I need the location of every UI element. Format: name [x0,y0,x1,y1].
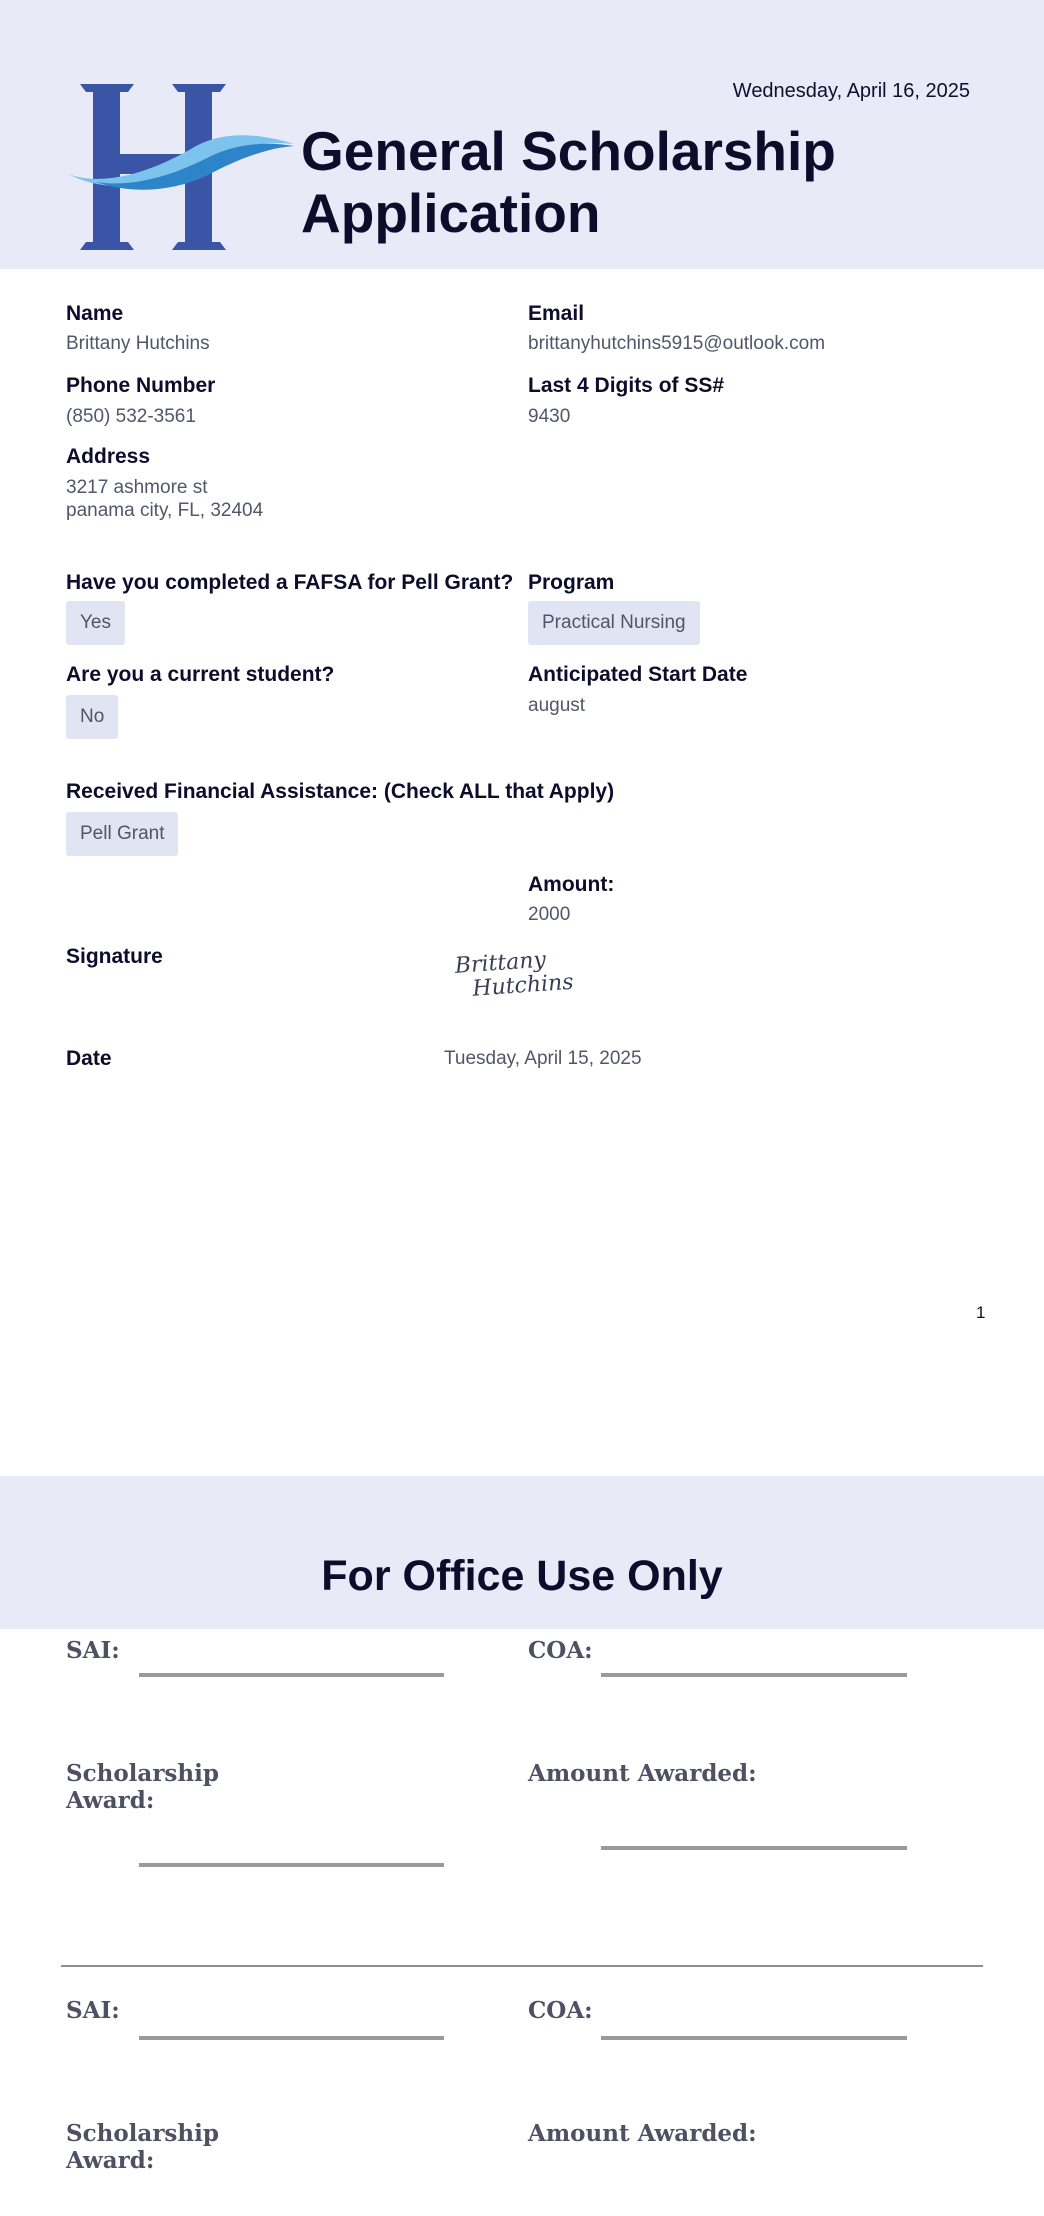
start-date-label: Anticipated Start Date [528,663,748,686]
fafsa-answer-chip: Yes [66,601,125,645]
financial-assistance-chip: Pell Grant [66,812,178,856]
name-label: Name [66,302,124,325]
scholarship-award-line2: Award: [66,2147,155,2174]
coa-label: COA: [528,1637,593,1664]
email-label: Email [528,302,585,325]
scholarship-award-line2: Award: [66,1787,155,1814]
phone-label: Phone Number [66,374,216,397]
address-line1: 3217 ashmore st [66,477,208,498]
scholarship-award-line [139,1863,444,1867]
scholarship-award-label [66,2120,219,2174]
page-title-line1: General Scholarship [301,120,836,182]
sai-label: SAI: [66,1997,120,2024]
scholarship-award-line1: Scholarship [66,2120,219,2147]
coa-line [601,1673,907,1677]
program-label: Program [528,571,615,594]
coa-label: COA: [528,1997,593,2024]
divider [61,1965,983,1967]
signature-label: Signature [66,945,163,968]
sai-line [139,1673,444,1677]
amount-value: 2000 [528,904,571,925]
financial-assistance-label: Received Financial Assistance: (Check ALL that Apply) [66,780,615,803]
amount-label: Amount: [528,873,615,896]
sai-line [139,2036,444,2040]
email-value: brittanyhutchins5915@outlook.com [528,333,826,354]
current-student-label: Are you a current student? [66,663,335,686]
signature-line1: Brittany [454,947,547,979]
name-value: Brittany Hutchins [66,333,210,354]
page-title-line2: Application [301,182,601,244]
ssn-value: 9430 [528,406,571,427]
amount-awarded-label: Amount Awarded: [528,1760,757,1787]
current-student-chip: No [66,695,118,739]
h-wave-logo-icon [66,84,296,254]
page-number: 1 [976,1303,986,1322]
program-chip: Practical Nursing [528,601,700,645]
scholarship-award-label [66,1760,219,1814]
address-line2: panama city, FL, 32404 [66,500,264,521]
fafsa-label: Have you completed a FAFSA for Pell Grant? [66,571,514,594]
coa-line [601,2036,907,2040]
address-label: Address [66,445,151,468]
phone-value: (850) 532-3561 [66,406,196,427]
amount-awarded-label: Amount Awarded: [528,2120,757,2147]
date-value: Tuesday, April 15, 2025 [444,1048,642,1069]
date-label: Date [66,1047,112,1070]
ssn-label: Last 4 Digits of SS# [528,374,725,397]
signature-line2: Hutchins [471,969,575,1002]
sai-label: SAI: [66,1637,120,1664]
signature-image [454,945,598,1015]
page-title [301,120,836,244]
amount-awarded-line [601,1846,907,1850]
office-title: For Office Use Only [321,1552,723,1600]
start-date-value: august [528,695,586,716]
header-date: Wednesday, April 16, 2025 [732,80,970,102]
scholarship-award-line1: Scholarship [66,1760,219,1787]
